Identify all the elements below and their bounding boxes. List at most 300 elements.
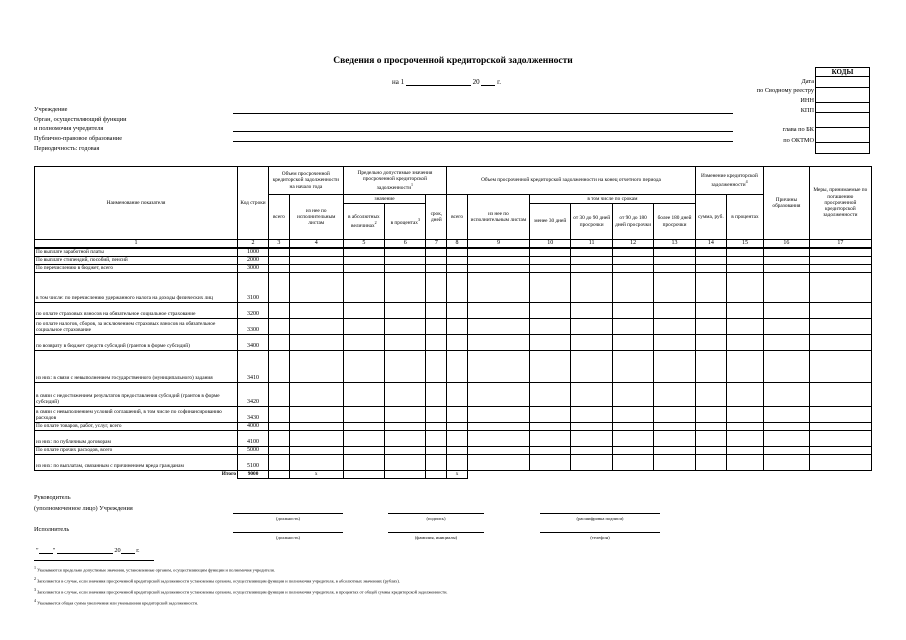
total-blank [467,470,871,478]
footnote-1 [34,565,275,572]
row-cell-col-14[interactable] [695,446,726,454]
row-name: По оплате товаров, работ, услуг, всего [35,422,238,430]
row-cell-col-4[interactable] [289,264,343,272]
row-cell-col-3[interactable] [269,264,290,272]
row-cell-col-5[interactable] [343,406,384,422]
organ-field[interactable] [233,131,733,132]
row-cell-col-14[interactable] [695,318,726,334]
row-cell-col-15[interactable] [726,334,763,350]
row-cell-col-9[interactable] [467,334,529,350]
row-cell-col-6[interactable] [385,248,426,256]
row-cell-col-10[interactable] [530,446,571,454]
row-cell-col-10[interactable] [530,256,571,264]
overdue-payables-table [34,166,872,479]
row-cell-col-11[interactable] [571,302,612,318]
code-inn-cell[interactable] [815,103,870,114]
head-position-line[interactable] [233,513,343,514]
row-cell-col-7[interactable] [426,350,447,382]
row-cell-col-12[interactable] [612,430,653,446]
row-cell-col-4[interactable] [289,446,343,454]
sign-date [36,545,140,554]
row-name: По выплате стипендий, пособий, пенсий [35,256,238,264]
row-cell-col-13[interactable] [654,318,695,334]
row-cell-col-12[interactable] [612,422,653,430]
footnote-3 [34,587,448,594]
row-cell-col-12[interactable] [612,334,653,350]
head-signature-line[interactable] [388,513,484,514]
executor-position-caption: (должность) [275,535,301,540]
label-oktmo: по ОКТМО [783,137,814,144]
row-cell-col-3[interactable] [269,256,290,264]
row-cell-col-16[interactable] [764,382,810,406]
row-cell-col-8[interactable] [447,302,468,318]
column-number-13: 13 [654,240,695,249]
row-cell-col-12[interactable] [612,256,653,264]
row-cell-col-7[interactable] [426,406,447,422]
row-cell-col-10[interactable] [530,302,571,318]
row-cell-col-6[interactable] [385,272,426,302]
row-cell-col-3[interactable] [269,318,290,334]
row-cell-col-8[interactable] [447,248,468,256]
header-indicator: Наименование показателя [35,167,238,240]
row-cell-col-17[interactable] [809,256,871,264]
row-cell-col-14[interactable] [695,454,726,470]
row-cell-col-14[interactable] [695,248,726,256]
row-cell-col-12[interactable] [612,302,653,318]
row-cell-col-13[interactable] [654,454,695,470]
row-cell-col-12[interactable] [612,406,653,422]
label-inn: ИНН [800,97,814,104]
row-cell-col-16[interactable] [764,422,810,430]
row-cell-col-11[interactable] [571,422,612,430]
label-periodicity: Периодичность: годовая [34,145,100,152]
row-cell-col-15[interactable] [726,318,763,334]
row-cell-col-13[interactable] [654,430,695,446]
row-cell-col-17[interactable] [809,350,871,382]
row-cell-col-15[interactable] [726,256,763,264]
column-number-16: 16 [764,240,810,249]
row-cell-col-14[interactable] [695,350,726,382]
row-cell-col-3[interactable] [269,430,290,446]
row-cell-col-10[interactable] [530,264,571,272]
row-cell-col-13[interactable] [654,422,695,430]
row-cell-col-8[interactable] [447,334,468,350]
row-cell-col-14[interactable] [695,272,726,302]
sign-year-input[interactable] [121,545,135,554]
row-cell-col-8[interactable] [447,382,468,406]
row-cell-col-5[interactable] [343,446,384,454]
row-cell-col-11[interactable] [571,350,612,382]
row-name: по возврату в бюджет средств субсидий (грантов в форме субсидий) [35,334,238,350]
header-change [695,167,763,195]
row-cell-col-3[interactable] [269,272,290,302]
row-cell-col-14[interactable] [695,422,726,430]
row-cell-col-16[interactable] [764,334,810,350]
row-cell-col-16[interactable] [764,318,810,334]
label-public-entity: Публично-правовое образование [34,135,122,142]
row-cell-col-14[interactable] [695,302,726,318]
row-cell-col-3[interactable] [269,422,290,430]
row-cell-col-10[interactable] [530,454,571,470]
row-cell-col-13[interactable] [654,248,695,256]
code-kpp-cell[interactable] [815,113,870,128]
row-cell-col-14[interactable] [695,430,726,446]
row-cell-col-14[interactable] [695,256,726,264]
row-cell-col-5[interactable] [343,382,384,406]
row-cell-col-14[interactable] [695,264,726,272]
row-cell-col-7[interactable] [426,248,447,256]
row-cell-col-5[interactable] [343,454,384,470]
row-cell-col-16[interactable] [764,272,810,302]
row-cell-col-15[interactable] [726,302,763,318]
row-cell-col-7[interactable] [426,454,447,470]
row-cell-col-16[interactable] [764,248,810,256]
row-cell-col-12[interactable] [612,264,653,272]
row-cell-col-13[interactable] [654,382,695,406]
row-cell-col-13[interactable] [654,272,695,302]
row-cell-col-8[interactable] [447,350,468,382]
row-cell-col-8[interactable] [447,430,468,446]
row-cell-col-7[interactable] [426,264,447,272]
executor-position-line[interactable] [233,532,343,533]
row-cell-col-4[interactable] [289,302,343,318]
row-code: 4100 [238,430,269,446]
row-cell-col-5[interactable] [343,430,384,446]
row-cell-col-10[interactable] [530,248,571,256]
row-cell-col-17[interactable] [809,272,871,302]
row-cell-col-16[interactable] [764,264,810,272]
row-cell-col-17[interactable] [809,334,871,350]
header-end-exec: из нее по исполнительным листам [467,195,529,240]
row-cell-col-15[interactable] [726,350,763,382]
head-decoding-line[interactable] [540,513,660,514]
column-number-10: 10 [530,240,571,249]
row-cell-col-6[interactable] [385,302,426,318]
row-cell-col-11[interactable] [571,272,612,302]
row-cell-col-15[interactable] [726,264,763,272]
row-cell-col-4[interactable] [289,406,343,422]
row-cell-col-14[interactable] [695,382,726,406]
row-cell-col-7[interactable] [426,302,447,318]
row-cell-col-15[interactable] [726,430,763,446]
row-cell-col-6[interactable] [385,406,426,422]
row-cell-col-11[interactable] [571,256,612,264]
row-cell-col-11[interactable] [571,318,612,334]
row-cell-col-10[interactable] [530,422,571,430]
row-cell-col-6[interactable] [385,334,426,350]
row-cell-col-11[interactable] [571,446,612,454]
head-label: Руководитель [34,494,71,501]
row-cell-col-15[interactable] [726,382,763,406]
row-cell-col-7[interactable] [426,430,447,446]
row-cell-col-4[interactable] [289,334,343,350]
row-cell-col-11[interactable] [571,264,612,272]
footnote-4-mark: 4 [34,598,36,603]
row-cell-col-11[interactable] [571,454,612,470]
row-cell-col-8[interactable] [447,318,468,334]
row-cell-col-17[interactable] [809,446,871,454]
row-cell-col-16[interactable] [764,454,810,470]
row-cell-col-12[interactable] [612,446,653,454]
header-volume-end: Объем просроченной кредиторской задолженности на конец отчетного периода [447,167,696,195]
year-input[interactable] [481,77,495,86]
row-cell-col-6[interactable] [385,350,426,382]
row-cell-col-13[interactable] [654,264,695,272]
sign-day-input[interactable] [39,545,53,554]
row-code: 5100 [238,454,269,470]
institution-field[interactable] [233,113,733,114]
row-cell-col-11[interactable] [571,382,612,406]
row-cell-col-17[interactable] [809,318,871,334]
row-cell-col-13[interactable] [654,302,695,318]
table-row [35,446,872,454]
row-cell-col-4[interactable] [289,422,343,430]
total-label: Итого [35,470,238,478]
label-kpp: КПП [800,107,814,114]
row-cell-col-8[interactable] [447,272,468,302]
executor-phone-caption: (телефон) [590,535,610,540]
row-cell-col-6[interactable] [385,382,426,406]
row-cell-col-13[interactable] [654,446,695,454]
row-cell-col-9[interactable] [467,454,529,470]
row-cell-col-3[interactable] [269,446,290,454]
row-cell-col-9[interactable] [467,430,529,446]
row-cell-col-8[interactable] [447,406,468,422]
row-cell-col-9[interactable] [467,406,529,422]
column-number-8: 8 [447,240,468,249]
row-cell-col-12[interactable] [612,248,653,256]
row-cell-col-5[interactable] [343,302,384,318]
table-row [35,302,872,318]
row-cell-col-17[interactable] [809,382,871,406]
row-cell-col-9[interactable] [467,350,529,382]
row-cell-col-10[interactable] [530,272,571,302]
row-cell-col-5[interactable] [343,264,384,272]
executor-fio-caption: (фамилия, инициалы) [414,535,458,540]
total-cell-7[interactable] [426,470,447,478]
row-cell-col-13[interactable] [654,334,695,350]
total-cell-3[interactable] [269,470,290,478]
row-cell-col-9[interactable] [467,256,529,264]
row-cell-col-4[interactable] [289,454,343,470]
row-cell-col-11[interactable] [571,430,612,446]
table-row [35,248,872,256]
row-name: По оплате прочих расходов, всего [35,446,238,454]
row-cell-col-9[interactable] [467,302,529,318]
row-cell-col-5[interactable] [343,350,384,382]
row-cell-col-17[interactable] [809,302,871,318]
row-cell-col-5[interactable] [343,256,384,264]
row-cell-col-3[interactable] [269,350,290,382]
row-cell-col-12[interactable] [612,318,653,334]
total-cell-6[interactable] [385,470,426,478]
row-cell-col-4[interactable] [289,318,343,334]
row-cell-col-14[interactable] [695,406,726,422]
header-start-total: всего [269,195,290,240]
header-pct-text: в процентах [390,219,418,226]
row-cell-col-10[interactable] [530,382,571,406]
header-change-text: Изменение кредиторской задолженности [701,172,758,188]
row-cell-col-3[interactable] [269,302,290,318]
row-cell-col-6[interactable] [385,256,426,264]
row-cell-col-9[interactable] [467,382,529,406]
table-row [35,318,872,334]
row-cell-col-8[interactable] [447,446,468,454]
code-date-cell[interactable] [815,77,870,88]
row-cell-col-8[interactable] [447,422,468,430]
row-cell-col-7[interactable] [426,272,447,302]
row-cell-col-4[interactable] [289,430,343,446]
sign-month-input[interactable] [57,545,113,554]
row-code: 2000 [238,256,269,264]
row-cell-col-9[interactable] [467,422,529,430]
row-cell-col-6[interactable] [385,446,426,454]
row-cell-col-16[interactable] [764,446,810,454]
label-bk: глава по БК [782,126,814,133]
row-cell-col-9[interactable] [467,272,529,302]
column-number-9: 9 [467,240,529,249]
code-registry-cell[interactable] [815,88,870,103]
head-decoding-caption: (расшифровка подписи) [576,516,624,521]
row-cell-col-12[interactable] [612,350,653,382]
row-cell-col-6[interactable] [385,422,426,430]
row-cell-col-7[interactable] [426,446,447,454]
codes-box [815,67,870,154]
code-oktmo-cell[interactable] [815,143,870,154]
header-change-pct: в процентах [726,195,763,240]
row-cell-col-8[interactable] [447,454,468,470]
column-number-12: 12 [612,240,653,249]
row-cell-col-17[interactable] [809,422,871,430]
row-cell-col-10[interactable] [530,318,571,334]
total-code: 9000 [238,470,269,478]
column-numbers-row [35,240,872,249]
table-row [35,406,872,422]
row-cell-col-13[interactable] [654,406,695,422]
row-cell-col-16[interactable] [764,430,810,446]
row-name: по оплате налогов, сборов, за исключением страховых взносов на обязательное социальное страхование [35,318,238,334]
row-cell-col-7[interactable] [426,334,447,350]
row-cell-col-12[interactable] [612,382,653,406]
row-cell-col-9[interactable] [467,264,529,272]
public-entity-field[interactable] [233,141,733,142]
row-cell-col-5[interactable] [343,334,384,350]
row-cell-col-10[interactable] [530,334,571,350]
row-cell-col-16[interactable] [764,256,810,264]
row-cell-col-16[interactable] [764,302,810,318]
code-bk-cell[interactable] [815,128,870,143]
column-number-17: 17 [809,240,871,249]
row-cell-col-10[interactable] [530,350,571,382]
executor-phone-line[interactable] [540,532,660,533]
date-quote-close: " [52,547,56,554]
date-input[interactable] [406,77,471,86]
row-code: 3430 [238,406,269,422]
row-cell-col-15[interactable] [726,446,763,454]
row-cell-col-9[interactable] [467,318,529,334]
row-cell-col-12[interactable] [612,272,653,302]
head-label-2: (уполномоченное лицо) Учреждения [34,505,133,512]
row-cell-col-11[interactable] [571,248,612,256]
label-organ2: и полномочия учредителя [34,125,104,132]
row-cell-col-17[interactable] [809,406,871,422]
row-cell-col-16[interactable] [764,406,810,422]
row-cell-col-6[interactable] [385,454,426,470]
row-cell-col-6[interactable] [385,264,426,272]
header-abs-text: в абсолютных величинах [348,213,380,229]
footnote-2 [34,576,400,583]
row-cell-col-17[interactable] [809,248,871,256]
row-cell-col-12[interactable] [612,454,653,470]
row-cell-col-15[interactable] [726,272,763,302]
row-cell-col-4[interactable] [289,248,343,256]
header-end-total: всего [447,195,468,240]
row-cell-col-8[interactable] [447,256,468,264]
header-value: значение [343,195,426,204]
row-code: 3000 [238,264,269,272]
row-cell-col-13[interactable] [654,256,695,264]
row-cell-col-5[interactable] [343,272,384,302]
footnote-mark-4: 4 [745,179,748,185]
row-cell-col-8[interactable] [447,264,468,272]
row-cell-col-16[interactable] [764,350,810,382]
row-cell-col-4[interactable] [289,272,343,302]
footnote-separator [34,560,154,561]
row-cell-col-7[interactable] [426,256,447,264]
row-cell-col-5[interactable] [343,422,384,430]
row-cell-col-5[interactable] [343,318,384,334]
row-cell-col-15[interactable] [726,454,763,470]
row-cell-col-10[interactable] [530,406,571,422]
executor-fio-line[interactable] [388,532,484,533]
row-cell-col-11[interactable] [571,334,612,350]
row-cell-col-3[interactable] [269,248,290,256]
column-number-4: 4 [289,240,343,249]
row-cell-col-15[interactable] [726,422,763,430]
row-cell-col-15[interactable] [726,406,763,422]
row-cell-col-9[interactable] [467,248,529,256]
row-cell-col-17[interactable] [809,264,871,272]
row-cell-col-9[interactable] [467,446,529,454]
row-cell-col-4[interactable] [289,350,343,382]
row-cell-col-13[interactable] [654,350,695,382]
row-cell-col-10[interactable] [530,430,571,446]
row-cell-col-3[interactable] [269,382,290,406]
row-code: 3100 [238,272,269,302]
row-cell-col-7[interactable] [426,422,447,430]
row-cell-col-3[interactable] [269,334,290,350]
row-cell-col-17[interactable] [809,430,871,446]
row-cell-col-6[interactable] [385,318,426,334]
row-cell-col-3[interactable] [269,454,290,470]
total-cell-5[interactable] [343,470,384,478]
row-cell-col-6[interactable] [385,430,426,446]
row-cell-col-3[interactable] [269,406,290,422]
row-cell-col-14[interactable] [695,334,726,350]
column-number-14: 14 [695,240,726,249]
row-cell-col-4[interactable] [289,382,343,406]
row-cell-col-17[interactable] [809,454,871,470]
row-cell-col-11[interactable] [571,406,612,422]
row-cell-col-7[interactable] [426,318,447,334]
row-cell-col-5[interactable] [343,248,384,256]
row-cell-col-15[interactable] [726,248,763,256]
date-suffix: г. [497,78,501,86]
header-term-1: менее 30 дней [530,204,571,240]
footnote-1-text: Указываются предельно допустимые значения, установленные органом, осуществляющим функции и полномочия учредителя. [37,567,275,573]
row-cell-col-7[interactable] [426,382,447,406]
row-cell-col-4[interactable] [289,256,343,264]
